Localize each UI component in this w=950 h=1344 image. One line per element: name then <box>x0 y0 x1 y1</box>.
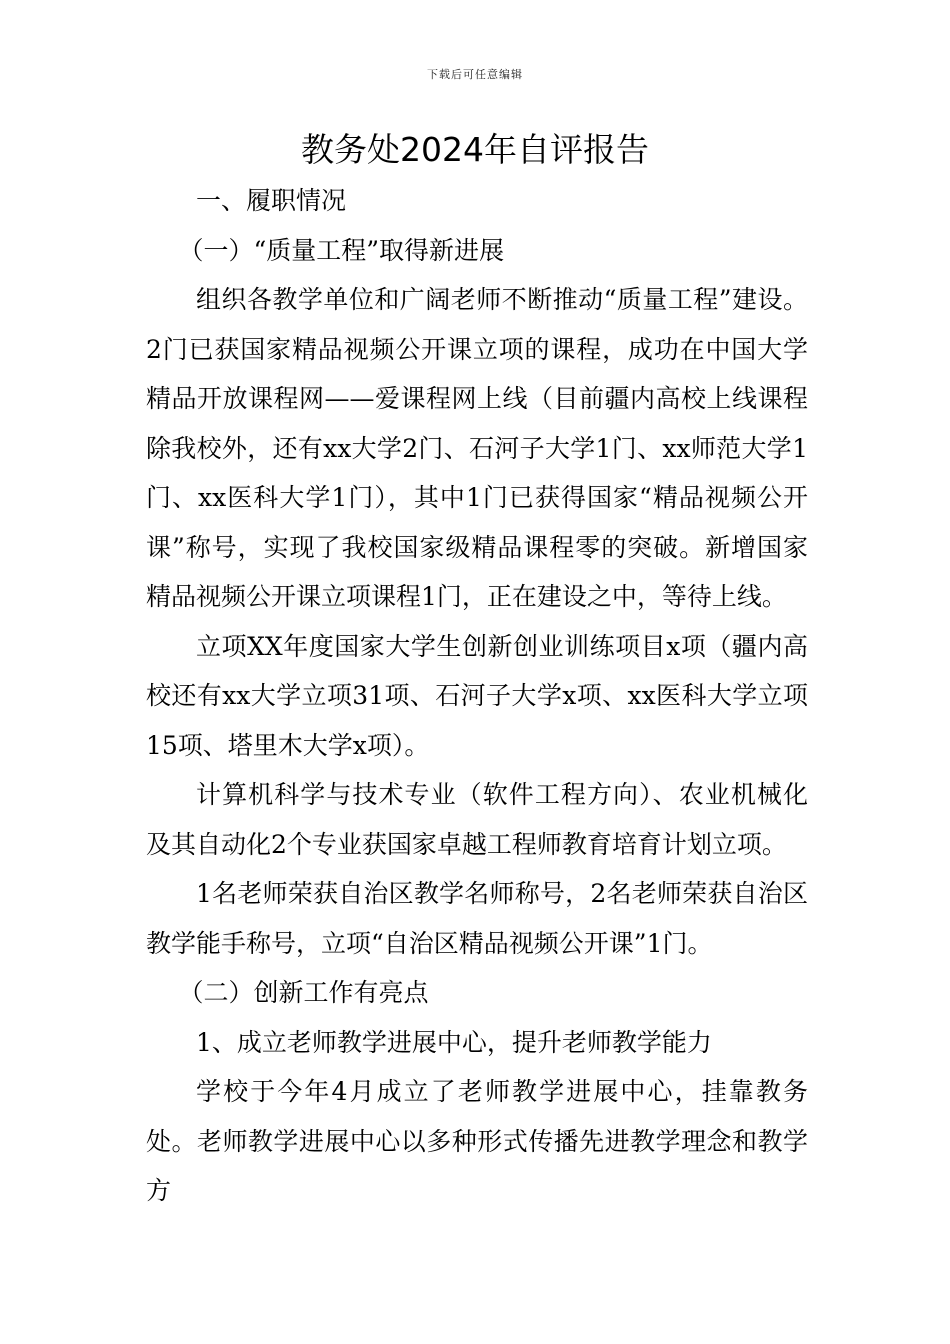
paragraph-innovation-projects: 立项XX年度国家大学生创新创业训练项目x项（疆内高校还有xx大学立项31项、石河子大学x项、xx医科大学立项15项、塔里木大学x项）。 <box>146 631 808 760</box>
paragraph-teaching-awards: 1名老师荣获自治区教学名师称号，2名老师荣获自治区教学能手称号，立项“自治区精品视频公开课”1门。 <box>146 879 808 958</box>
document-body <box>146 176 808 1216</box>
subsection-heading-1: （一）“质量工程”取得新进展 <box>178 235 505 265</box>
paragraph-excellent-engineer: 计算机科学与技术专业（软件工程方向）、农业机械化及其自动化2个专业获国家卓越工程师教育培育计划立项。 <box>146 780 808 859</box>
paragraph-quality-project: 组织各教学单位和广阔老师不断推动“质量工程”建设。2门已获国家精品视频公开课立项的课程，成功在中国大学精品开放课程网——爱课程网上线（目前疆内高校上线课程除我校外，还有xx大学2门、石河子大学1门、xx师范大学1门、xx医科大学1门），其中1门已获得国家“精品视频公开课”称号，实现了我校国家级精品课程零的突破。新增国家精品视频公开课立项课程1门，正在建设之中，等待上线。 <box>146 285 808 611</box>
section-heading-1: 一、履职情况 <box>196 186 347 215</box>
paragraph-teaching-center: 学校于今年4月成立了老师教学进展中心，挂靠教务处。老师教学进展中心以多种形式传播先进教学理念和教学方 <box>146 1077 808 1205</box>
header-note: 下载后可任意编辑 <box>427 68 523 81</box>
document-title: 教务处2024年自评报告 <box>301 130 649 169</box>
item-heading-1: 1、成立老师教学进展中心，提升老师教学能力 <box>196 1027 712 1057</box>
subsection-heading-2: （二）创新工作有亮点 <box>178 978 429 1007</box>
